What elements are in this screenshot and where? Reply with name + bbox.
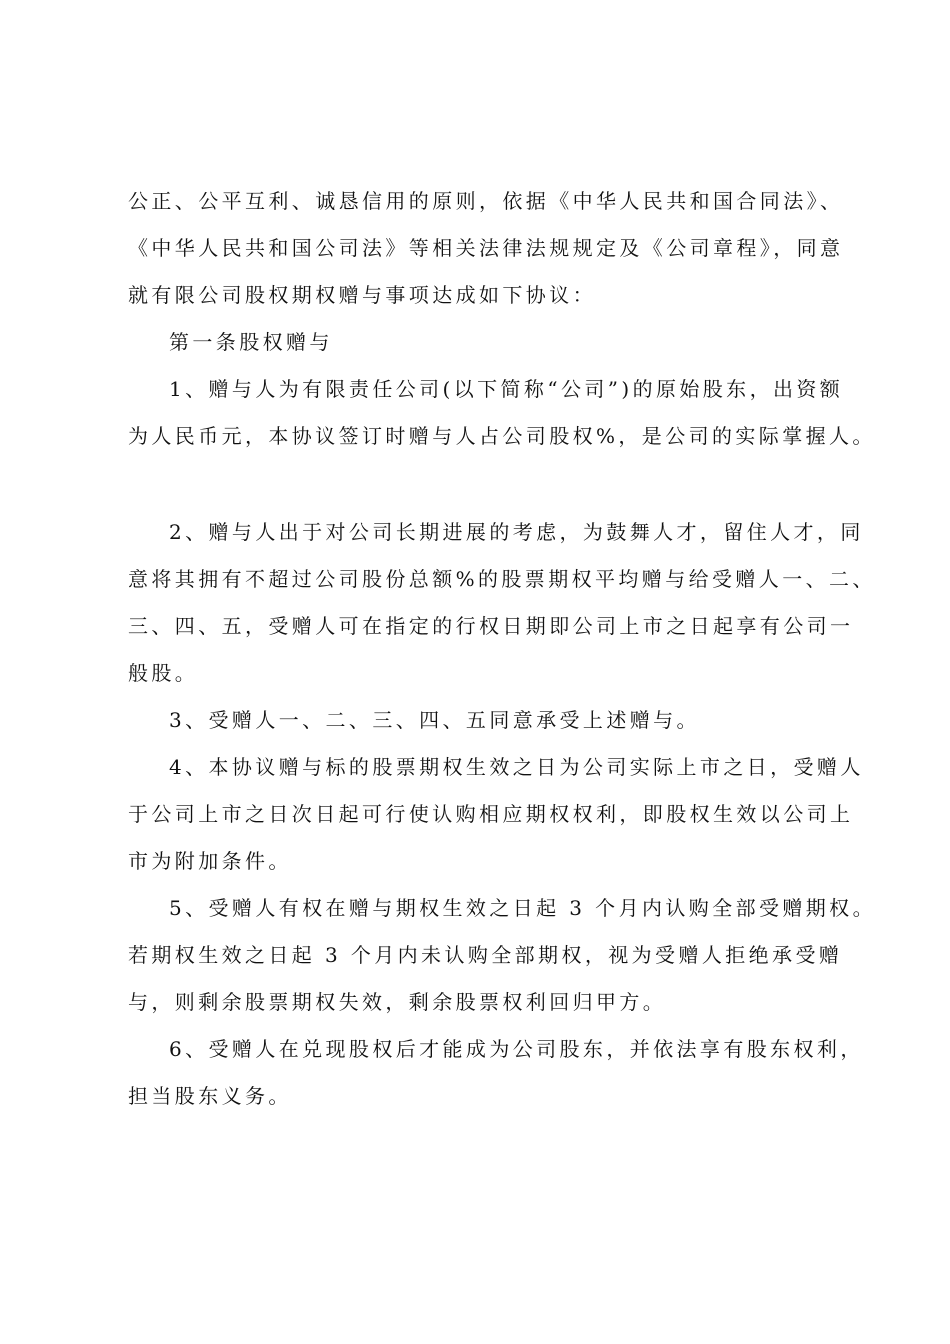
text-line: 4、本协议赠与标的股票期权生效之日为公司实际上市之日，受赠人 — [169, 755, 864, 779]
text-line: 《中华人民共和国公司法》等相关法律法规规定及《公司章程》，同意 — [128, 236, 844, 260]
text-line: 担当股东义务。 — [128, 1084, 292, 1108]
text-line: 市为附加条件。 — [128, 849, 292, 873]
document-body — [128, 178, 876, 1120]
paragraph-spacer — [128, 460, 828, 509]
text-line: 为人民币元，本协议签订时赠与人占公司股权%，是公司的实际掌握人。 — [128, 424, 876, 448]
text-line: 5、受赠人有权在赠与期权生效之日起 3 个月内认购全部受赠期权。 — [169, 896, 876, 920]
text-line: 3、受赠人一、二、三、四、五同意承受上述赠与。 — [169, 708, 700, 732]
text-line: 2、赠与人出于对公司长期进展的考虑，为鼓舞人才，留住人才，同 — [169, 520, 864, 544]
article-heading — [128, 319, 828, 366]
paragraph-clause-4 — [128, 744, 864, 885]
text-line: 公正、公平互利、诚恳信用的原则，依据《中华人民共和国合同法》、 — [128, 189, 844, 213]
paragraph-clause-2 — [128, 509, 876, 697]
text-line: 般股。 — [128, 661, 199, 685]
paragraph-clause-1 — [128, 366, 876, 460]
text-line: 1、赠与人为有限责任公司(以下简称“公司”)的原始股东，出资额 — [169, 377, 844, 401]
paragraph-clause-6 — [128, 1026, 864, 1120]
text-line: 6、受赠人在兑现股权后才能成为公司股东，并依法享有股东权利， — [169, 1037, 864, 1061]
section-heading: 第一条股权赠与 — [169, 330, 333, 354]
text-line: 就有限公司股权期权赠与事项达成如下协议： — [128, 283, 596, 307]
text-line: 与，则剩余股票期权失效，剩余股票权利回归甲方。 — [128, 990, 667, 1014]
text-line: 意将其拥有不超过公司股份总额%的股票期权平均赠与给受赠人一、二、 — [128, 567, 876, 591]
paragraph-clause-5 — [128, 885, 876, 1026]
paragraph-clause-3 — [128, 697, 828, 744]
paragraph-intro — [128, 178, 844, 319]
text-line: 三、四、五，受赠人可在指定的行权日期即公司上市之日起享有公司一 — [128, 614, 854, 638]
text-line: 若期权生效之日起 3 个月内未认购全部期权，视为受赠人拒绝承受赠 — [128, 943, 843, 967]
text-line: 于公司上市之日次日起可行使认购相应期权权利，即股权生效以公司上 — [128, 802, 854, 826]
